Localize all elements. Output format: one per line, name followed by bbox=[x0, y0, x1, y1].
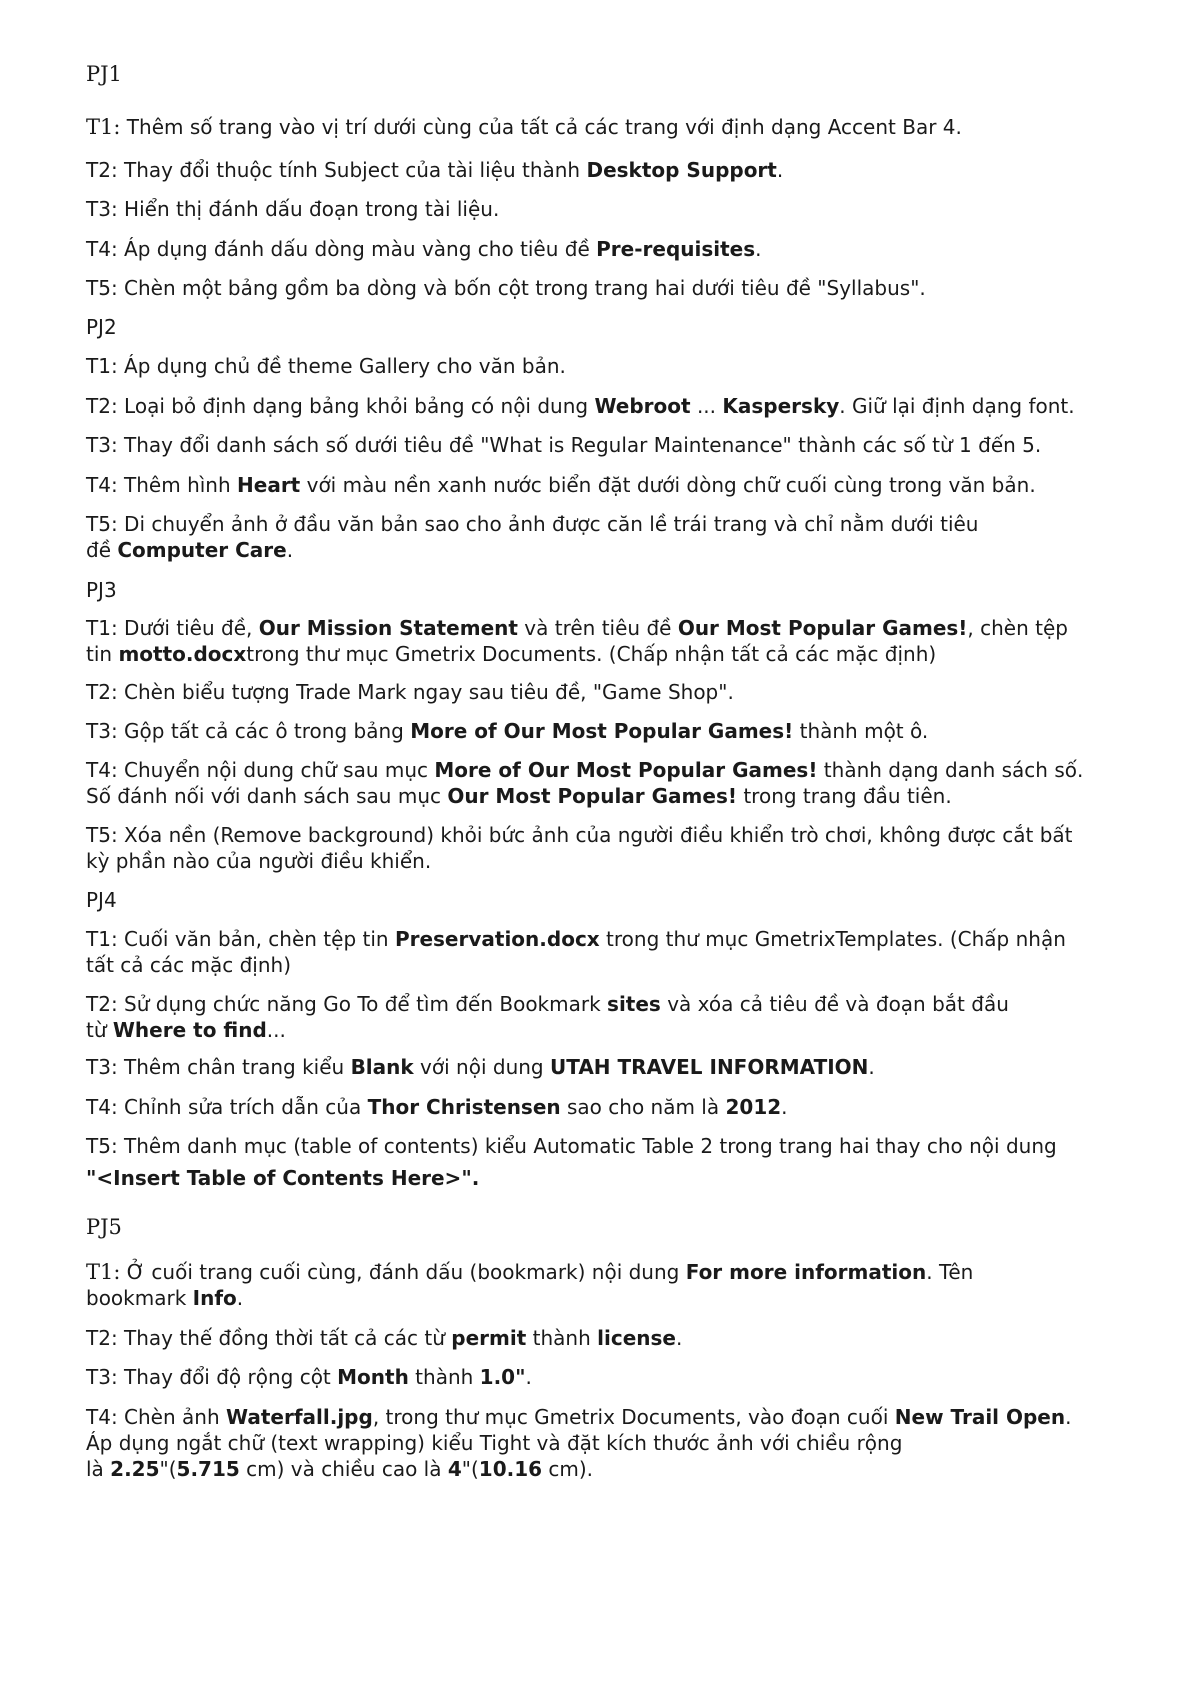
task-label: T1: bbox=[86, 1260, 121, 1284]
section-heading-pj5: PJ5 bbox=[86, 1215, 122, 1239]
pj3-task-4: T4: Chuyển nội dung chữ sau mục More of Our Most Popular Games! thành dạng danh sách số. Số đánh nối với danh sách sau mục Our Most Popular Games! trong trang đầu tiên. bbox=[86, 758, 1084, 808]
pj2-task-4: T4: Thêm hình Heart với màu nền xanh nước biển đặt dưới dòng chữ cuối cùng trong văn bản. bbox=[86, 473, 1036, 497]
pj1-task-2: T2: Thay đổi thuộc tính Subject của tài liệu thành Desktop Support. bbox=[86, 158, 784, 182]
pj5-task-1: T1: Ở cuối trang cuối cùng, đánh dấu (bookmark) nội dung For more information. Tên bookmark Info. bbox=[86, 1260, 974, 1310]
pj3-task-1: T1: Dưới tiêu đề, Our Mission Statement và trên tiêu đề Our Most Popular Games!, chèn tệp tin motto.docxtrong thư mục Gmetrix Documents. (Chấp nhận tất cả các mặc định) bbox=[86, 616, 1068, 666]
pj2-task-5: T5: Di chuyển ảnh ở đầu văn bản sao cho ảnh được căn lề trái trang và chỉ nằm dưới tiêu đề Computer Care. bbox=[86, 512, 979, 562]
pj2-task-1: T1: Áp dụng chủ đề theme Gallery cho văn bản. bbox=[86, 354, 566, 378]
pj4-task-4: T4: Chỉnh sửa trích dẫn của Thor Christensen sao cho năm là 2012. bbox=[86, 1095, 788, 1119]
pj1-task-3: T3: Hiển thị đánh dấu đoạn trong tài liệu. bbox=[86, 197, 500, 221]
pj2-task-3: T3: Thay đổi danh sách số dưới tiêu đề "What is Regular Maintenance" thành các số từ 1 đến 5. bbox=[86, 433, 1042, 457]
pj3-task-5: T5: Xóa nền (Remove background) khỏi bức ảnh của người điều khiển trò chơi, không được cắt bất kỳ phần nào của người điều khiển. bbox=[86, 823, 1073, 873]
pj5-task-3: T3: Thay đổi độ rộng cột Month thành 1.0". bbox=[86, 1365, 532, 1389]
pj2-task-2: T2: Loại bỏ định dạng bảng khỏi bảng có nội dung Webroot ... Kaspersky. Giữ lại định dạng font. bbox=[86, 394, 1075, 418]
pj4-task-2: T2: Sử dụng chức năng Go To để tìm đến Bookmark sites và xóa cả tiêu đề và đoạn bắt đầu từ Where to find... bbox=[86, 992, 1009, 1042]
pj1-task-1: T1: Thêm số trang vào vị trí dưới cùng của tất cả các trang với định dạng Accent Bar 4. bbox=[86, 115, 962, 139]
pj5-task-4: T4: Chèn ảnh Waterfall.jpg, trong thư mục Gmetrix Documents, vào đoạn cuối New Trail Open. Áp dụng ngắt chữ (text wrapping) kiểu Tight và đặt kích thước ảnh với chiều rộng là 2.25"(5.715 cm) và chiều cao là 4"(10.16 cm). bbox=[86, 1405, 1072, 1481]
pj3-task-2: T2: Chèn biểu tượng Trade Mark ngay sau tiêu đề, "Game Shop". bbox=[86, 680, 734, 704]
pj3-task-3: T3: Gộp tất cả các ô trong bảng More of Our Most Popular Games! thành một ô. bbox=[86, 719, 929, 743]
section-heading-pj4: PJ4 bbox=[86, 888, 117, 912]
pj4-task-1: T1: Cuối văn bản, chèn tệp tin Preservation.docx trong thư mục GmetrixTemplates. (Chấp nhận tất cả các mặc định) bbox=[86, 927, 1066, 977]
pj1-task-4: T4: Áp dụng đánh dấu dòng màu vàng cho tiêu đề Pre-requisites. bbox=[86, 237, 762, 261]
task-label: T1: bbox=[86, 115, 121, 139]
pj5-task-2: T2: Thay thế đồng thời tất cả các từ permit thành license. bbox=[86, 1326, 683, 1350]
section-heading-pj3: PJ3 bbox=[86, 578, 117, 602]
section-heading-pj2: PJ2 bbox=[86, 315, 117, 339]
pj4-task-3: T3: Thêm chân trang kiểu Blank với nội dung UTAH TRAVEL INFORMATION. bbox=[86, 1055, 875, 1079]
pj4-task-5: T5: Thêm danh mục (table of contents) kiểu Automatic Table 2 trong trang hai thay cho nội dung "<Insert Table of Contents Here>". bbox=[86, 1134, 1057, 1190]
section-heading-pj1: PJ1 bbox=[86, 62, 122, 86]
pj1-task-5: T5: Chèn một bảng gồm ba dòng và bốn cột trong trang hai dưới tiêu đề "Syllabus". bbox=[86, 276, 926, 300]
